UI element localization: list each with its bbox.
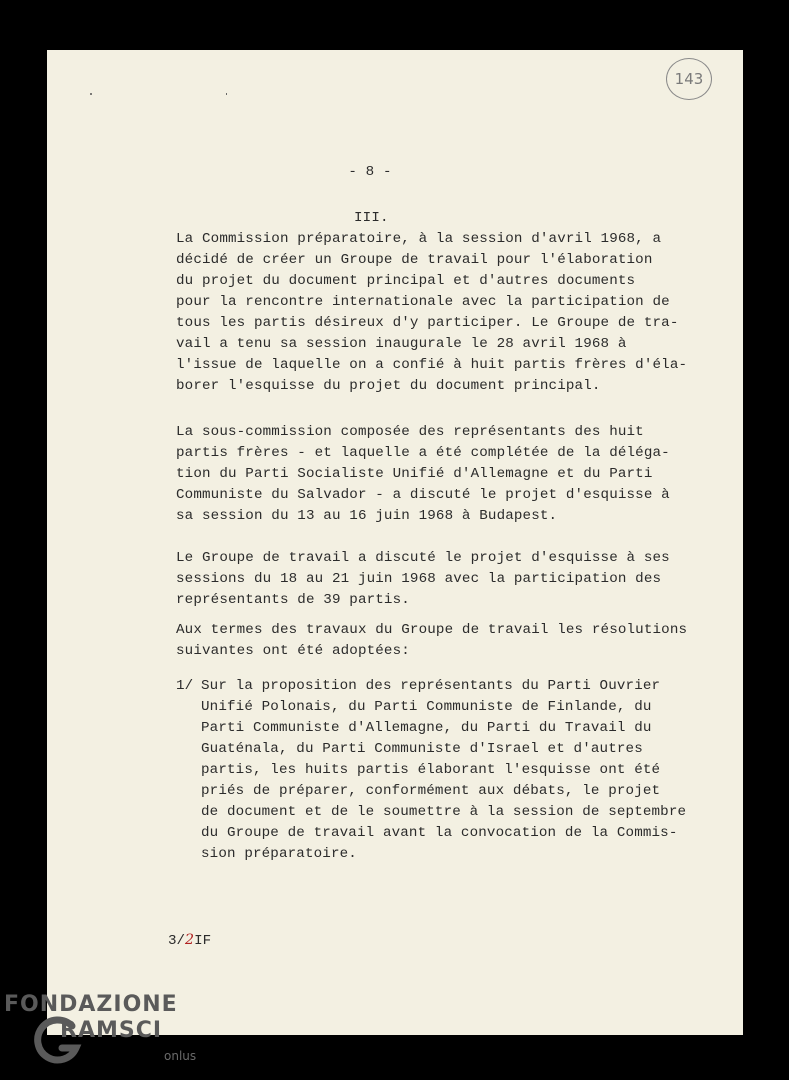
page-number: - 8 - [348, 164, 392, 180]
stamp-prefix: 3/ [168, 933, 186, 949]
reference-stamp [168, 932, 211, 949]
stamp-handwritten-number: 2 [185, 932, 195, 948]
paper-speck [90, 93, 92, 95]
paragraph-4: Aux termes des travaux du Groupe de travail les résolutions suivantes ont été adoptées: [176, 622, 688, 659]
list-item-1: Sur la proposition des représentants du Parti Ouvrier Unifié Polonais, du Parti Communiste de Finlande, du Parti Communiste d'Allemagne, du Parti du Travail du Guaténala, du Parti Communiste d'Israel et d'autres partis, les huits partis élaborant l'esquisse ont été priés de préparer, conformément aux débats, le projet de document et de le soumettre à la session de septembre du Groupe de travail avant la convocation de la Commis- sion préparatoire. [201, 678, 687, 862]
stamp-suffix: IF [194, 933, 212, 949]
folio-number-text: 143 [674, 70, 704, 88]
watermark-line1: FONDAZIONE [4, 992, 178, 1017]
list-marker: 1/ [176, 678, 194, 694]
paragraph-2: La sous-commission composée des représentants des huit partis frères - et laquelle a été complétée de la déléga- tion du Parti Socialiste Unifié d'Allemagne et du Parti Communiste du Salvador - a discuté le projet d'esquisse à sa session du 13 au 16 juin 1968 à Budapest. [176, 424, 670, 524]
paragraph-3: Le Groupe de travail a discuté le projet d'esquisse à ses sessions du 18 au 21 juin 1968 avec la participation des représentants de 39 partis. [176, 550, 670, 608]
watermark-line2: RAMSCI [60, 1018, 163, 1043]
folio-number [666, 58, 712, 100]
section-heading: III. [354, 210, 389, 226]
paragraph-1: La Commission préparatoire, à la session d'avril 1968, a décidé de créer un Groupe de travail pour l'élaboration du projet du document principal et d'autres documents pour la rencontre internationale avec la participation de tous les partis désireux d'y participer. Le Groupe de tra- vail a tenu sa session inaugurale le 28 avril 1968 à l'issue de laquelle on a confié à huit partis frères d'éla- borer l'esquisse du projet du document principal. [176, 231, 688, 394]
fondazione-gramsci-watermark [4, 992, 204, 1072]
document-page [47, 50, 743, 1035]
watermark-sub: onlus [164, 1049, 197, 1063]
paper-speck [226, 93, 227, 95]
